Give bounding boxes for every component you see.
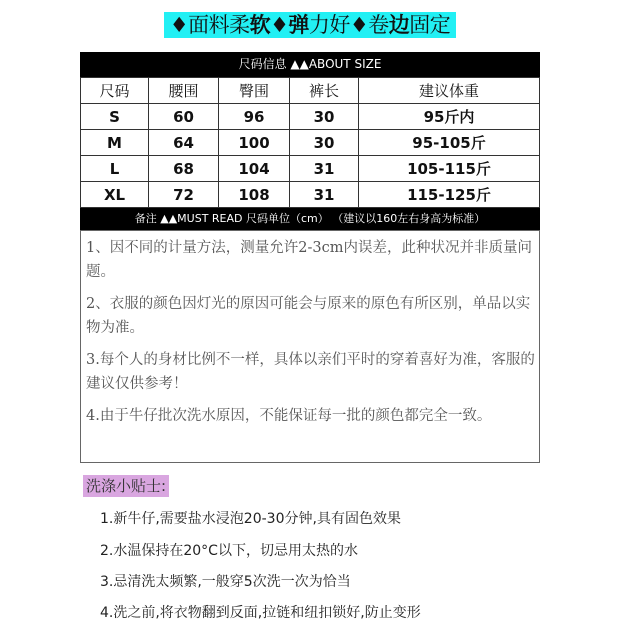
banner-text: 固定 [409,13,451,37]
banner-text: 弹 [288,13,309,37]
note-item: 3.每个人的身材比例不一样，具体以亲们平时的穿着喜好为准，客服的建议仅供参考！ [86,352,535,392]
cell: L [81,156,149,182]
note-item: 4.由于牛仔批次洗水原因，不能保证每一批的颜色都完全一致。 [86,408,492,424]
table-header-row [81,78,540,104]
cell: 100 [219,130,290,156]
column-header: 臀围 [219,78,290,104]
banner-text: ♦面料柔 [169,13,250,37]
table-row [81,182,540,208]
table-row [81,104,540,130]
banner-text: 力好♦卷 [308,13,389,37]
cell: 95-105斤 [359,130,540,156]
tip-item: 2.水温保持在20°C以下，切忌用太热的水 [100,543,358,559]
banner-text: 软 [249,13,271,37]
cell: 31 [290,156,359,182]
cell: 64 [149,130,219,156]
size-info-header: 尺码信息 ▲▲ABOUT SIZE [80,52,540,77]
tip-item: 4.洗之前,将衣物翻到反面,拉链和纽扣锁好,防止变形 [100,605,421,621]
cell: 60 [149,104,219,130]
note-item: 1、因不同的计量方法，测量允许2-3cm内误差，此种状况并非质量问题。 [86,240,532,280]
cell: 96 [219,104,290,130]
notes-box [80,230,540,463]
cell: 68 [149,156,219,182]
table-row [81,130,540,156]
cell: 115-125斤 [359,182,540,208]
banner-text: 边 [388,13,410,37]
cell: M [81,130,149,156]
product-feature-banner [164,12,456,38]
cell: 30 [290,130,359,156]
note-item: 2、衣服的颜色因灯光的原因可能会与原来的原色有所区别，单品以实物为准。 [86,296,531,336]
size-table [80,77,540,208]
column-header: 建议体重 [359,78,540,104]
cell: S [81,104,149,130]
cell: 105-115斤 [359,156,540,182]
cell: XL [81,182,149,208]
washing-tips-title: 洗涤小贴士: [83,475,169,497]
must-read-bar: 备注 ▲▲MUST READ 尺码单位（cm） （建议以160左右身高为标准） [80,208,540,230]
banner-text: ♦ [270,13,289,37]
cell: 104 [219,156,290,182]
cell: 95斤内 [359,104,540,130]
tip-item: 3.忌清洗太频繁,一般穿5次洗一次为恰当 [100,574,351,590]
tip-item: 1.新牛仔,需要盐水浸泡20-30分钟,具有固色效果 [100,511,401,527]
table-row [81,156,540,182]
column-header: 尺码 [81,78,149,104]
cell: 31 [290,182,359,208]
column-header: 裤长 [290,78,359,104]
cell: 108 [219,182,290,208]
column-header: 腰围 [149,78,219,104]
cell: 72 [149,182,219,208]
cell: 30 [290,104,359,130]
